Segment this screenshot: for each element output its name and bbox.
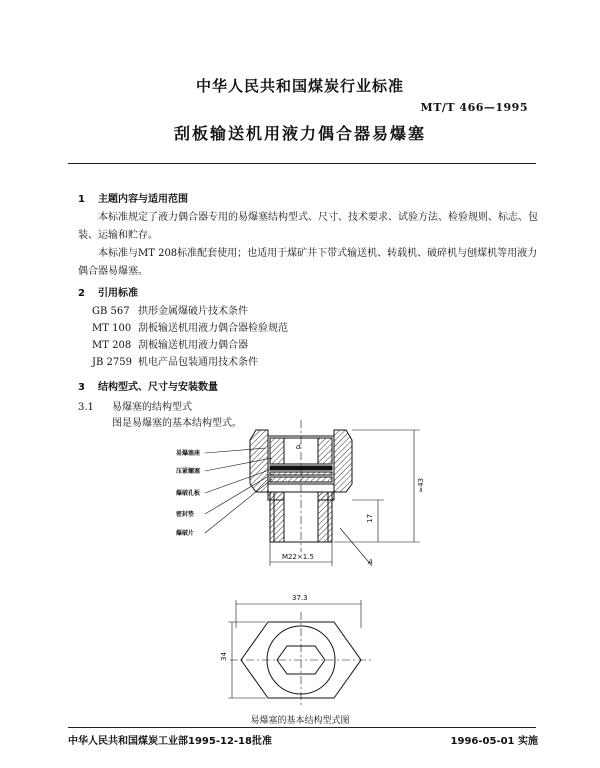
label-pressure-screw: 压紧螺塞: [176, 468, 201, 475]
figure-caption: 易爆塞的基本结构型式图: [250, 716, 350, 726]
reference-code: MT 100: [92, 323, 132, 334]
section-view: [250, 420, 352, 552]
footer-rule: [68, 727, 536, 728]
dimension-across-flats: 34: [220, 652, 228, 661]
reference-title: 刮板输送机用液力偶合器检验规范: [138, 323, 288, 334]
label-burst-disc: 爆破片: [176, 530, 195, 537]
reference-code: GB 567: [92, 306, 130, 317]
section-number: 1: [78, 194, 85, 205]
section-title: 引用标准: [98, 288, 138, 299]
reference-title: 机电产品包装通用技术条件: [138, 357, 258, 368]
footer-issuer: 中华人民共和国煤炭工业部1995-12-18批准: [68, 736, 272, 747]
dimension-bore: d: [296, 443, 301, 451]
dimension-thread-length: 17: [366, 514, 374, 523]
reference-code: JB 2759: [92, 357, 132, 368]
section-1-paragraph-1: 本标准规定了液力偶合器专用的易爆塞结构型式、尺寸、技术要求、试验方法、检验规则、标志、包装、运输和贮存。: [78, 212, 538, 241]
reference-code: MT 208: [92, 340, 132, 351]
subsection-title: 易爆塞的结构型式: [112, 402, 192, 413]
subsection-3-1-text: 图是易爆塞的基本结构型式。: [112, 418, 242, 429]
standard-code: MT/T 466—1995: [420, 101, 528, 114]
reference-title: 拱形金属爆破片技术条件: [138, 306, 248, 317]
subsection-number: 3.1: [78, 402, 94, 413]
document-title: 刮板输送机用液力偶合器易爆塞: [173, 124, 426, 143]
section-number: 2: [78, 288, 85, 299]
section-1-paragraph-2: 本标准与MT 208标准配套使用；也适用于煤矿井下带式输送机、转载机、破碎机与刨煤机等用液力偶合器易爆塞。: [78, 248, 538, 277]
label-burst-orifice-plate: 爆破孔板: [176, 490, 201, 497]
section-title: 主题内容与适用范围: [98, 194, 188, 205]
dimension-across-corners: 37.3: [292, 594, 308, 602]
section-title: 结构型式、尺寸与安装数量: [98, 382, 218, 393]
standard-title: 中华人民共和国煤炭行业标准: [195, 77, 404, 95]
detail-marker: A: [368, 558, 373, 566]
footer-effective-date: 1996-05-01 实施: [450, 736, 538, 747]
label-seal-gasket: 密封垫: [176, 511, 195, 518]
dimension-height: ≈43: [417, 478, 425, 493]
section-number: 3: [78, 382, 85, 393]
label-plug-seat: 易爆塞座: [176, 450, 201, 457]
dimension-thread: M22×1.5: [282, 553, 314, 561]
top-view: [228, 600, 372, 708]
reference-title: 刮板输送机用液力偶合器: [138, 340, 248, 351]
